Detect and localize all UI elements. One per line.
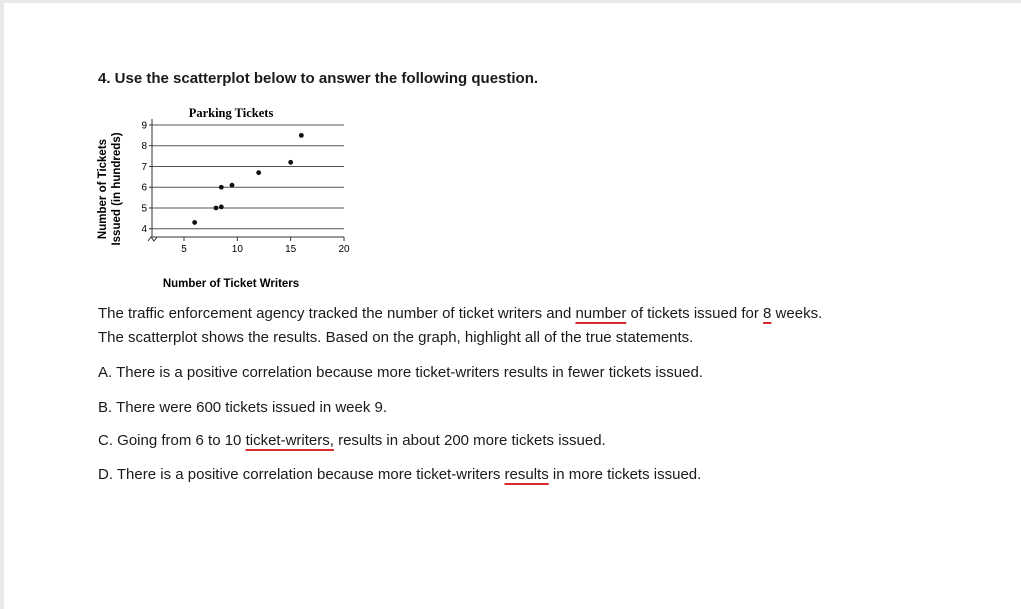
data-point	[288, 160, 293, 165]
option-b[interactable]: B. There were 600 tickets issued in week 9.	[98, 399, 388, 416]
chart-title: Parking Tickets	[188, 106, 274, 120]
x-tick-label: 10	[231, 244, 243, 255]
option-c[interactable]	[98, 432, 606, 449]
intro-text: of tickets issued for	[626, 305, 764, 322]
y-tick-label: 8	[141, 141, 147, 153]
y-tick-label: 6	[141, 182, 147, 194]
spellcheck-results[interactable]: results	[504, 466, 549, 483]
y-axis-label-line1: Number of Tickets	[97, 138, 109, 240]
option-d-text: D. There is a positive correlation because more ticket-writers	[98, 466, 505, 483]
document-page	[4, 3, 1021, 609]
spellcheck-number[interactable]: number	[575, 305, 627, 322]
data-point	[230, 183, 235, 188]
scatter-chart	[94, 99, 364, 299]
y-tick-label: 4	[141, 224, 147, 236]
y-axis-label-line2: Issued (in hundreds)	[111, 132, 123, 246]
data-point	[219, 205, 224, 210]
data-point	[214, 206, 219, 211]
spellcheck-ticket-writers[interactable]: ticket-writers,	[245, 432, 334, 449]
x-tick-label: 5	[181, 244, 187, 255]
option-d-text: in more tickets issued.	[548, 466, 702, 483]
option-c-text: results in about 200 more tickets issued.	[333, 432, 606, 449]
intro-text: weeks.	[771, 305, 823, 322]
y-tick-label: 9	[141, 120, 147, 132]
intro-line-1	[98, 305, 822, 322]
y-tick-label: 7	[141, 161, 147, 173]
data-point	[299, 133, 304, 138]
data-point	[256, 170, 261, 175]
spellcheck-8[interactable]: 8	[763, 305, 772, 322]
option-a[interactable]: A. There is a positive correlation because more ticket-writers results in fewer tickets issued.	[98, 364, 703, 381]
y-tick-label: 5	[141, 203, 147, 215]
intro-text: The traffic enforcement agency tracked the number of ticket writers and	[98, 305, 576, 322]
question-title: 4. Use the scatterplot below to answer the following question.	[98, 70, 539, 87]
intro-line-2: The scatterplot shows the results. Based on the graph, highlight all of the true statements.	[98, 329, 694, 346]
x-tick-label: 20	[338, 244, 350, 255]
axis-break-icon	[148, 237, 157, 241]
data-point	[219, 185, 224, 190]
x-axis-label: Number of Ticket Writers	[162, 278, 300, 290]
option-d[interactable]	[98, 466, 701, 483]
option-c-text: C. Going from 6 to 10	[98, 432, 246, 449]
x-tick-label: 15	[285, 244, 297, 255]
data-point	[192, 220, 197, 225]
